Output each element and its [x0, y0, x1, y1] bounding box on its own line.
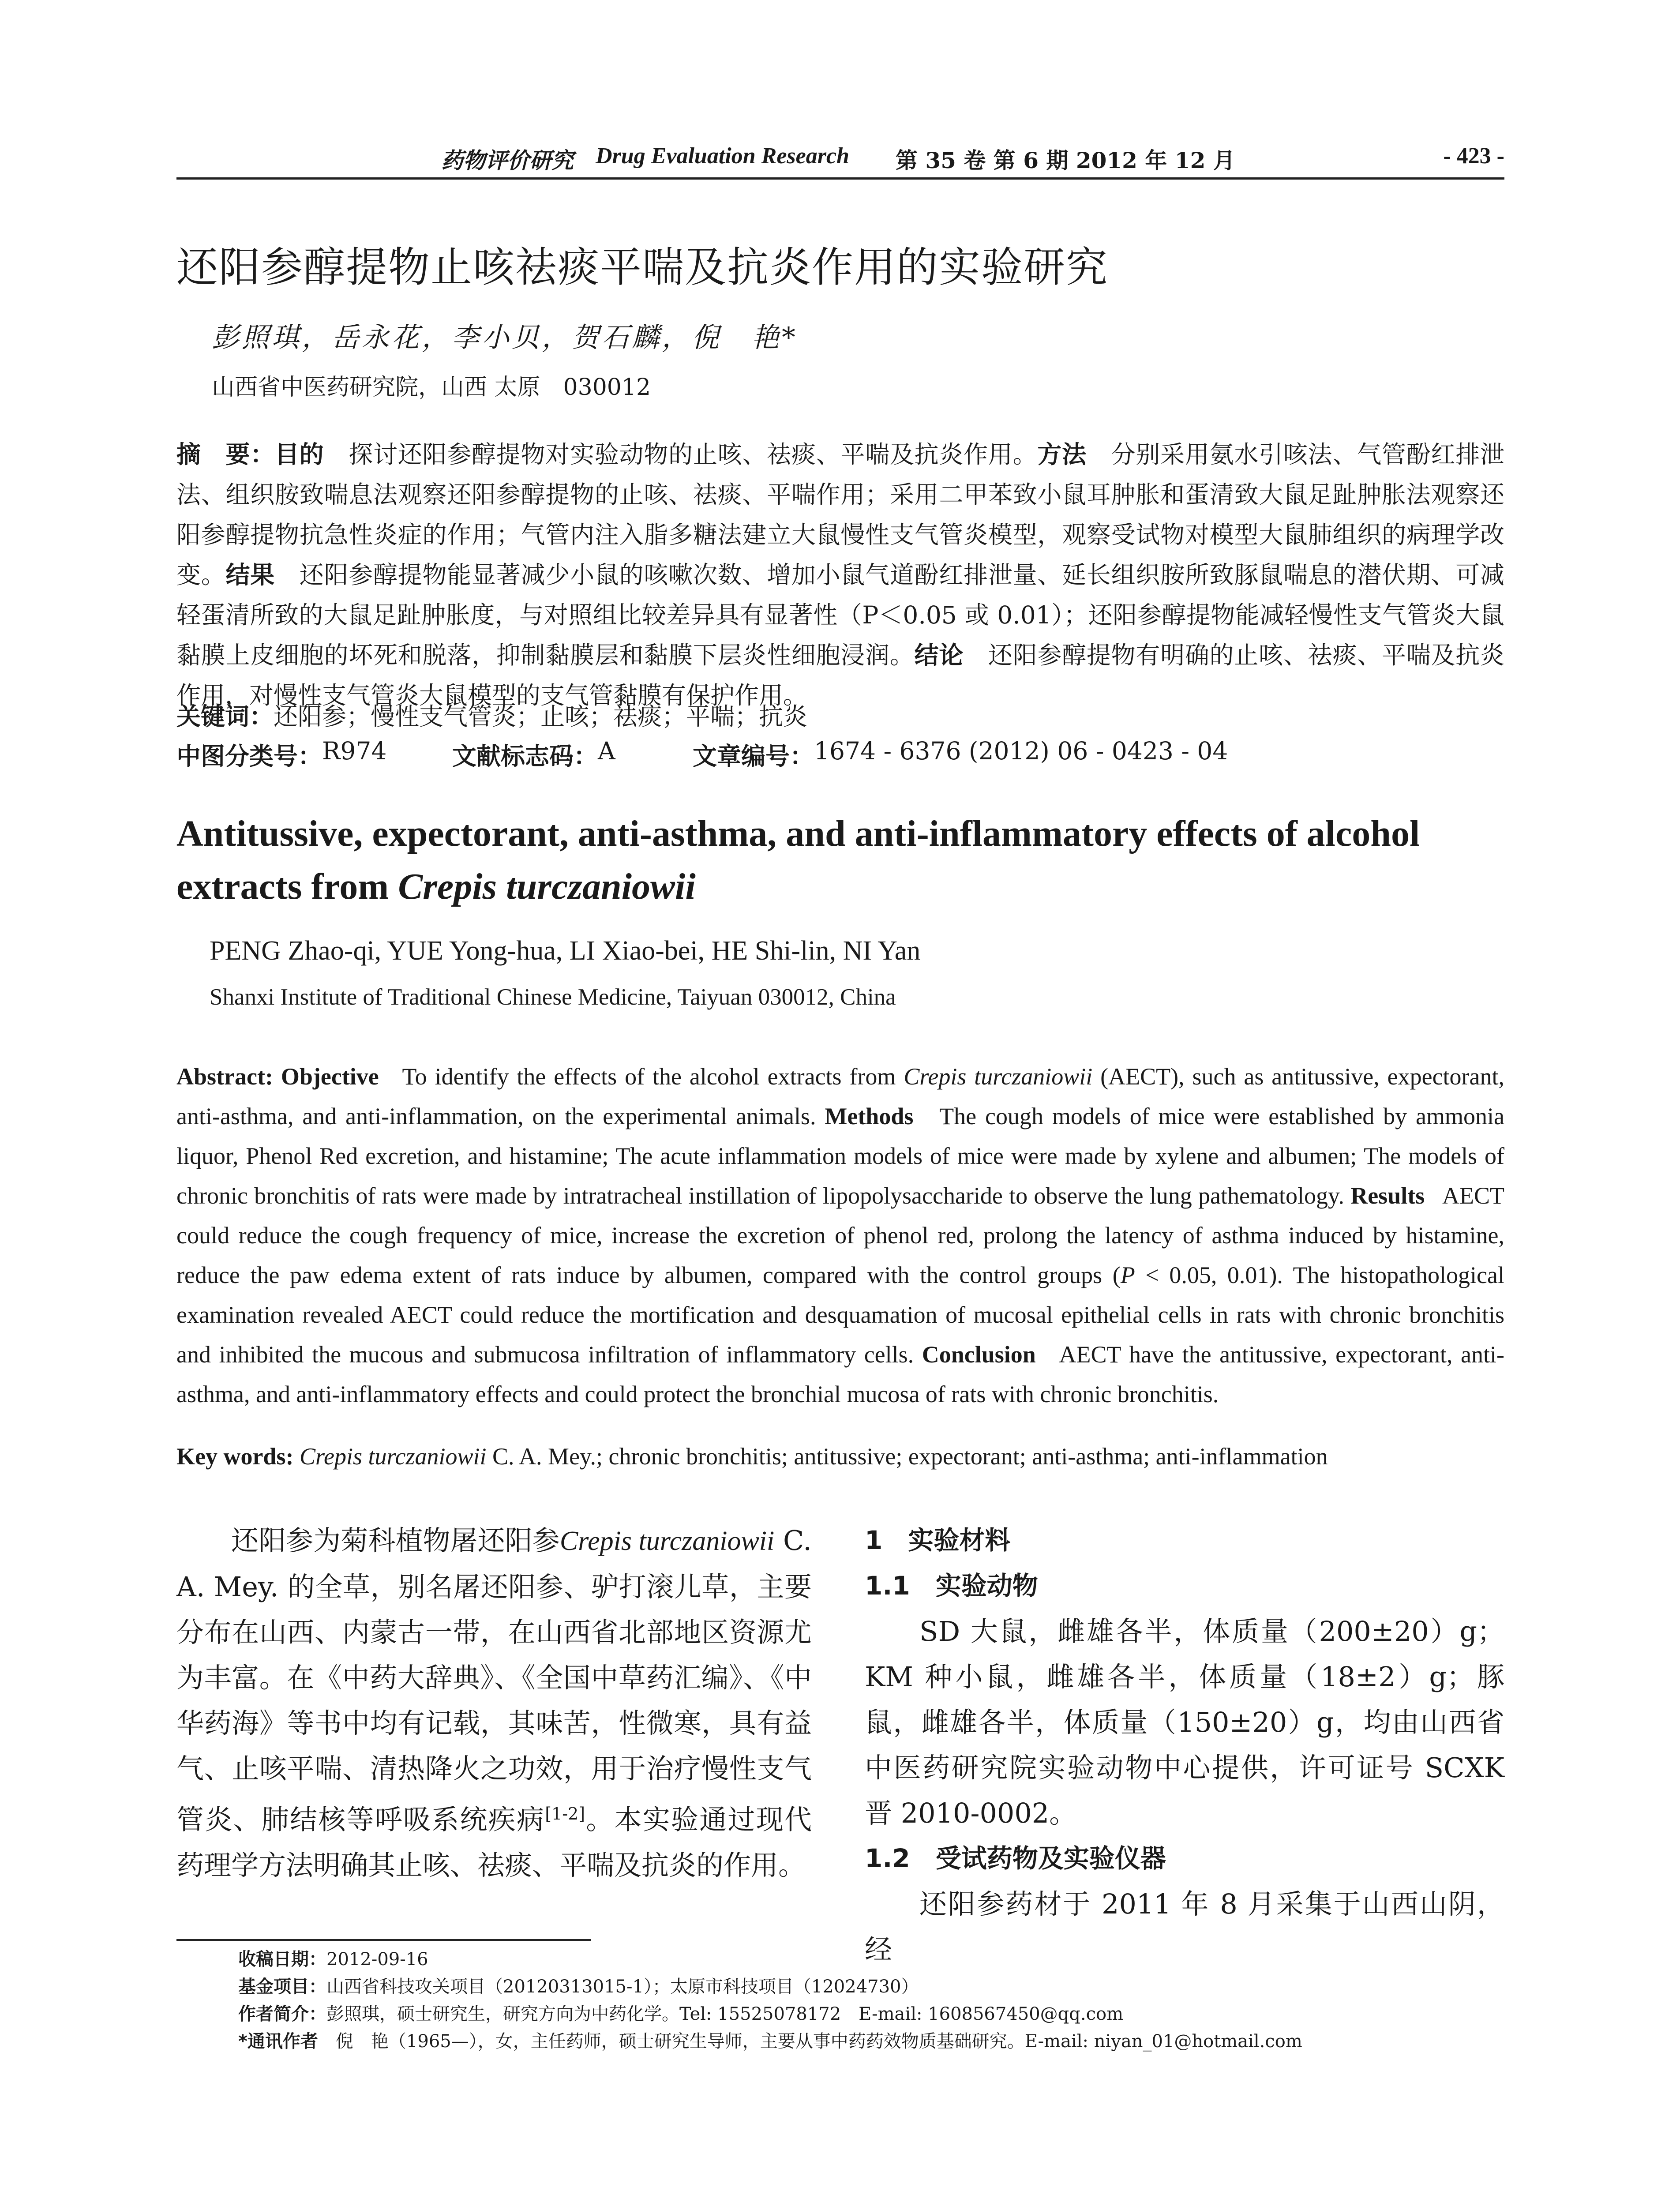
- author-text: 彭照琪，硕士研究生，研究方向为中药化学。Tel: 15525078172 E-mail: 1608567450@qq.com: [326, 2004, 1124, 2024]
- section-heading-1: 1 实验材料: [865, 1525, 1011, 1555]
- body-column-right: [865, 1518, 1504, 1972]
- objective-text-en: To identify the effects of the alcohol extracts from: [379, 1063, 904, 1090]
- classification-line: [176, 737, 1504, 772]
- clc-number: [176, 737, 387, 772]
- keywords-text-cn: 还阳参；慢性支气管炎；止咳；祛痰；平喘；抗炎: [274, 702, 808, 731]
- doc-label: 文献标志码：: [452, 742, 598, 770]
- abstract-label-cn: 摘 要：: [176, 440, 275, 469]
- article-number: [693, 737, 1228, 772]
- animals-paragraph: SD 大鼠，雌雄各半，体质量（200±20）g；KM 种小鼠，雌雄各半，体质量（18±2）g；豚鼠，雌雄各半，体质量（150±20）g，均由山西省中医药研究院实验动物中心提供，许可证号 SCXK 晋 2010-0002。: [865, 1615, 1504, 1829]
- conclusion-text-cn: 还阳参醇提物有明确的止咳、祛痰、平喘及抗炎作用，对慢性支气管炎大鼠模型的支气管黏膜有保护作用。: [176, 641, 1504, 709]
- results-text-cn: 还阳参醇提物能显著减少小鼠的咳嗽次数、增加小鼠气道酚红排泄量、延长组织胺所致豚鼠喘息的潜伏期、可减轻蛋清所致的大鼠足趾肿胀度，与对照组比较差异具有显著性（P＜0.05 或 0.01）；还阳参醇提物能减轻慢性支气管炎大鼠黏膜上皮细胞的坏死和脱落，抑制黏膜层和黏膜下层炎性细胞浸润。: [176, 561, 1504, 669]
- page-number: - 423 -: [1443, 143, 1504, 169]
- keywords-en: [176, 1443, 1504, 1470]
- document-code: [452, 737, 615, 772]
- keywords-text-en: C. A. Mey.; chronic bronchitis; antitussive; expectorant; anti-asthma; anti-inflammation: [486, 1443, 1328, 1470]
- objective-label-cn: 目的: [275, 440, 324, 469]
- body-column-left: [176, 1518, 812, 1888]
- intro-citation: [1-2]: [545, 1804, 585, 1823]
- fund-label: 基金项目：: [238, 1977, 326, 1997]
- affiliation-en: Shanxi Institute of Traditional Chinese Medicine, Taiyuan 030012, China: [210, 984, 896, 1010]
- article-value: 1674 - 6376 (2012) 06 - 0423 - 04: [814, 737, 1228, 765]
- footnote-received: [238, 1946, 1504, 1973]
- clc-label: 中图分类号：: [176, 742, 322, 770]
- article-label: 文章编号：: [693, 742, 814, 770]
- author-label: 作者简介：: [238, 2004, 326, 2024]
- methods-label-cn: 方法: [1037, 440, 1087, 469]
- conclusion-label-cn: 结论: [914, 641, 964, 669]
- intro-text-2: C. A. Mey. 的全草，别名屠还阳参、驴打滚儿草，主要分布在山西、内蒙古一带，在山西省北部地区资源尤为丰富。在《中药大辞典》、《全国中草药汇编》、《中华药海》等书中均有记载，其味苦，性微寒，具有益气、止咳平喘、清热降火之功效，用于治疗慢性支气管炎、肺结核等呼吸系统疾病: [176, 1524, 812, 1836]
- objective-text-cn: 探讨还阳参醇提物对实验动物的止咳、祛痰、平喘及抗炎作用。: [324, 440, 1038, 469]
- doc-value: A: [598, 737, 615, 765]
- abstract-cn: [176, 435, 1504, 716]
- section-heading-1-2: 1.2 受试药物及实验仪器: [865, 1843, 1166, 1873]
- footnote-author: [238, 2000, 1504, 2028]
- clc-value: R974: [322, 737, 387, 765]
- received-date: 2012-09-16: [326, 1949, 428, 1970]
- affiliation-cn: 山西省中医药研究院，山西 太原 030012: [212, 374, 651, 401]
- running-header: [176, 140, 1504, 180]
- keywords-label-cn: 关键词：: [176, 702, 274, 731]
- conclusion-text-en: AECT have the antitussive, expectorant, anti-asthma, and anti-inflammatory effects and could protect the bronchial mucosa of rats with chronic bronchitis.: [176, 1341, 1504, 1407]
- intro-paragraph: [176, 1518, 812, 1888]
- objective-text-en-2: (AECT), such as antitussive, expectorant, anti-asthma, and anti-inflammation, on the experimental animals.: [176, 1063, 1504, 1129]
- methods-text-en: The cough models of mice were established by ammonia liquor, Phenol Red excretion, and histamine; The acute inflammation models of mice were made by xylene and albumen; The models of chronic bronchitis of rats were made by intratracheal instillation of lipopolysaccharide to observe the lung pathematology.: [176, 1103, 1511, 1209]
- journal-name-en: Drug Evaluation Research: [596, 143, 849, 169]
- results-label-cn: 结果: [225, 561, 275, 589]
- methods-label-en: Methods: [825, 1103, 914, 1129]
- header-divider: [176, 177, 1504, 180]
- footnotes: [238, 1946, 1504, 2055]
- results-label-en: Results: [1350, 1182, 1425, 1209]
- footnote-divider: [176, 1939, 591, 1941]
- intro-species: Crepis turczaniowii: [559, 1526, 775, 1556]
- journal-name-cn: 药物评价研究: [441, 147, 574, 173]
- results-text-en-2: < 0.05, 0.01). The histopathological examination revealed AECT could reduce the mortification and desquamation of mucosal epithelial cells in rats with chronic bronchitis and inhibited the mucous and submucosa infiltration of inflammatory cells.: [176, 1262, 1504, 1368]
- abstract-en: [176, 1057, 1511, 1414]
- intro-text-3: 。本实验通过现代药理学方法明确其止咳、祛痰、平喘及抗炎的作用。: [176, 1803, 812, 1881]
- title-en-species: Crepis turczaniowii: [398, 866, 696, 907]
- corresponding-text: 倪 艳（1965—），女，主任药师，硕士研究生导师，主要从事中药药效物质基础研究。E-mail: niyan_01@hotmail.com: [318, 2031, 1302, 2052]
- methods-text-cn: 分别采用氨水引咳法、气管酚红排泄法、组织胺致喘息法观察还阳参醇提物的止咳、祛痰、平喘作用；采用二甲苯致小鼠耳肿胀和蛋清致大鼠足趾肿胀法观察还阳参醇提物抗急性炎症的作用；气管内注入脂多糖法建立大鼠慢性支气管炎模型，观察受试物对模型大鼠肺组织的病理学改变。: [176, 440, 1504, 589]
- footnote-corresponding: [238, 2028, 1504, 2055]
- authors-cn: 彭照琪，岳永花，李小贝，贺石麟，倪 艳*: [212, 321, 799, 353]
- fund-text: 山西省科技攻关项目（20120313015-1）；太原市科技项目（12024730）: [326, 1977, 919, 1997]
- article-title-en: [176, 807, 1504, 913]
- objective-label-en: Objective: [281, 1063, 379, 1090]
- intro-text-1: 还阳参为菊科植物屠还阳参: [231, 1524, 560, 1557]
- section-heading-1-1: 1.1 实验动物: [865, 1571, 1038, 1601]
- results-text-en: AECT could reduce the cough frequency of mice, increase the excretion of phenol red, prolong the latency of asthma induced by histamine, reduce the paw edema extent of rats induce by albumen, compared with the control groups (: [176, 1182, 1511, 1288]
- title-en-text: Antitussive, expectorant, anti-asthma, and anti-inflammatory effects of alcohol extracts from: [176, 813, 1420, 907]
- authors-en: PENG Zhao-qi, YUE Yong-hua, LI Xiao-bei, HE Shi-lin, NI Yan: [210, 936, 921, 966]
- abstract-label-en: Abstract:: [176, 1063, 273, 1090]
- keywords-species-en: Crepis turczaniowii: [299, 1443, 487, 1470]
- drugs-paragraph: 还阳参药材于 2011 年 8 月采集于山西山阴，经: [865, 1888, 1504, 1966]
- issue-info: 第 35 卷 第 6 期 2012 年 12 月: [896, 147, 1235, 173]
- p-value-symbol: P: [1120, 1262, 1135, 1288]
- objective-species-en: Crepis turczaniowii: [904, 1063, 1093, 1090]
- footnote-fund: [238, 1973, 1504, 2000]
- keywords-cn: [176, 697, 807, 732]
- article-title-cn: 还阳参醇提物止咳祛痰平喘及抗炎作用的实验研究: [176, 244, 1109, 292]
- received-label: 收稿日期：: [238, 1949, 326, 1970]
- keywords-label-en: Key words:: [176, 1443, 294, 1470]
- corresponding-label: *通讯作者: [238, 2031, 318, 2052]
- conclusion-label-en: Conclusion: [922, 1341, 1036, 1368]
